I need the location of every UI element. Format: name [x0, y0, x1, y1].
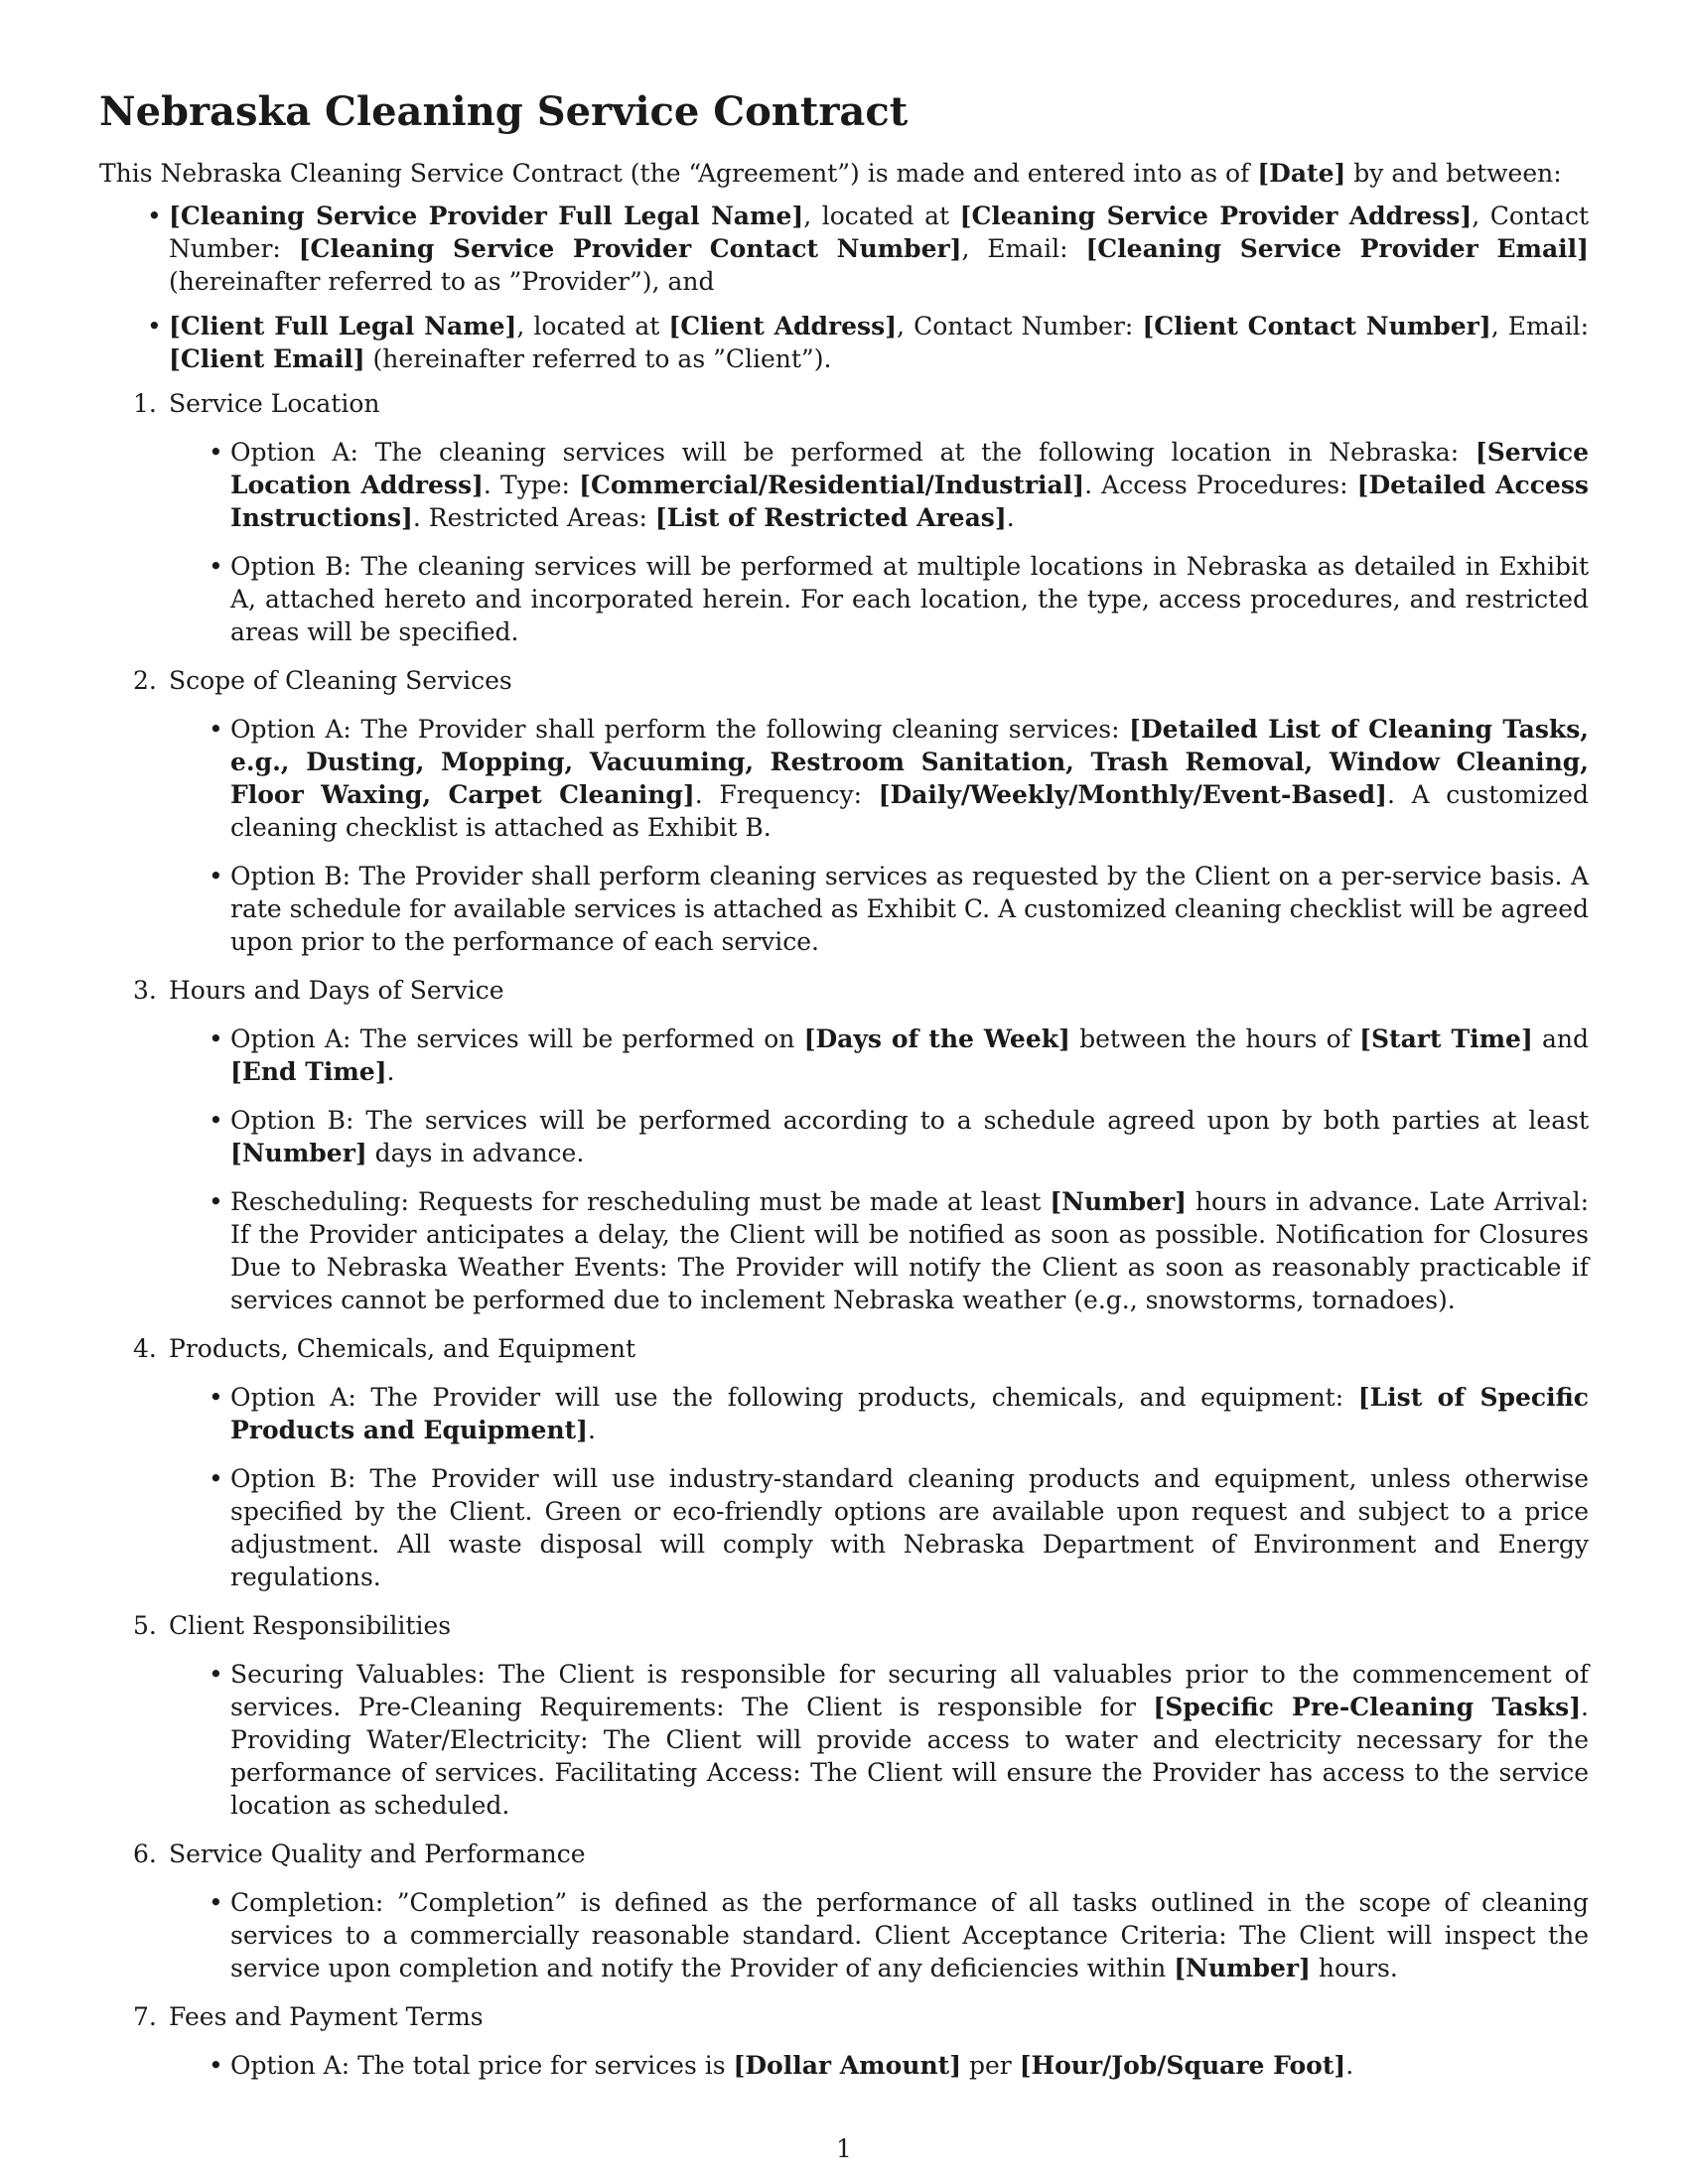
party-provider: • [Cleaning Service Provider Full Legal Name], located at [Cleaning Service Provider Address], Contact Number: [Cleaning Service Provider Contact Number], Email: [Cleaning Service Provider Email] (hereinafter referred to as ”Provider”), and — [169, 200, 1589, 298]
section-heading: 4. Products, Chemicals, and Equipment — [133, 1334, 636, 1363]
section-hours — [133, 974, 1590, 1316]
option-b: • Option B: The cleaning services will be performed at multiple locations in Nebraska as detailed in Exhibit A, attached hereto and incorporated herein. For each location, the type, access procedures, and restricted areas will be specified. — [230, 550, 1589, 648]
section-heading: 5. Client Responsibilities — [133, 1611, 452, 1640]
rescheduling: • Rescheduling: Requests for rescheduling must be made at least [Number] hours in advance. Late Arrival: If the Provider anticipates a delay, the Client will be notified as soon as possible. Notification for Closures Due to Nebraska Weather Events: The Provider will notify the Client as soon as reasonably practicable if services cannot be performed due to inclement Nebraska weather (e.g., snowstorms, tornadoes). — [230, 1185, 1589, 1316]
section-heading: 6. Service Quality and Performance — [133, 1840, 586, 1868]
intro-paragraph: This Nebraska Cleaning Service Contract (the “Agreement”) is made and entered into as of [Date] by and between: — [99, 159, 1562, 188]
section-scope — [133, 664, 1589, 958]
section-fees — [133, 2000, 1589, 2082]
party-client: • [Client Full Legal Name], located at [Client Address], Contact Number: [Client Contact Number], Email: [Client Email] (hereinafter referred to as ”Client”). — [169, 310, 1589, 375]
sections-list — [99, 387, 1589, 2082]
date-placeholder: [Date] — [1257, 159, 1346, 188]
page-number: 1 — [836, 2134, 852, 2163]
section-heading: 3. Hours and Days of Service — [133, 976, 504, 1005]
option-a: • Option A: The Provider will use the following products, chemicals, and equipment: [List of Specific Products and Equipment]. — [230, 1381, 1589, 1446]
option-a: • Option A: The cleaning services will be performed at the following location in Nebraska: [Service Location Address]. Type: [Commercial/Residential/Industrial]. Access Procedures: [Detailed Access Instructions]. Restricted Areas: [List of Restricted Areas]. — [230, 436, 1589, 534]
completion-item: • Completion: ”Completion” is defined as the performance of all tasks outlined in the scope of cleaning services to a commercially reasonable standard. Client Acceptance Criteria: The Client will inspect the service upon completion and notify the Provider of any deficiencies within [Number] hours. — [230, 1886, 1589, 1984]
document-page — [99, 87, 1589, 2098]
section-heading: 2. Scope of Cleaning Services — [133, 666, 512, 695]
option-b: • Option B: The Provider shall perform cleaning services as requested by the Client on a per-service basis. A rate schedule for available services is attached as Exhibit C. A customized cleaning checklist will be agreed upon prior to the performance of each service. — [230, 860, 1589, 958]
document-title: Nebraska Cleaning Service Contract — [99, 88, 909, 135]
section-quality — [133, 1838, 1589, 1984]
option-a: • Option A: The services will be performed on [Days of the Week] between the hours of [Start Time] and [End Time]. — [230, 1023, 1589, 1088]
responsibilities-item: • Securing Valuables: The Client is responsible for securing all valuables prior to the commencement of services. Pre-Cleaning Requirements: The Client is responsible for [Specific Pre-Cleaning Tasks]. Providing Water/Electricity: The Client will provide access to water and electricity necessary for the performance of services. Facilitating Access: The Client will ensure the Provider has access to the service location as scheduled. — [230, 1658, 1589, 1822]
section-service-location — [133, 387, 1589, 648]
parties-list — [99, 200, 1589, 375]
section-products — [133, 1332, 1589, 1593]
section-heading: 1. Service Location — [133, 389, 380, 418]
section-heading: 7. Fees and Payment Terms — [133, 2002, 484, 2031]
option-b: • Option B: The services will be performed according to a schedule agreed upon by both parties at least [Number] days in advance. — [230, 1104, 1589, 1169]
option-a: • Option A: The Provider shall perform the following cleaning services: [Detailed List of Cleaning Tasks, e.g., Dusting, Mopping, Vacuuming, Restroom Sanitation, Trash Removal, Window Cleaning, Floor Waxing, Carpet Cleaning]. Frequency: [Daily/Weekly/Monthly/Event-Based]. A customized cleaning checklist is attached as Exhibit B. — [230, 713, 1589, 844]
option-b: • Option B: The Provider will use industry-standard cleaning products and equipment, unless otherwise specified by the Client. Green or eco-friendly options are available upon request and subject to a price adjustment. All waste disposal will comply with Nebraska Department of Environment and Energy regulations. — [230, 1462, 1589, 1593]
section-client-responsibilities — [133, 1609, 1589, 1822]
option-a: • Option A: The total price for services is [Dollar Amount] per [Hour/Job/Square Foot]. — [230, 2049, 1589, 2082]
